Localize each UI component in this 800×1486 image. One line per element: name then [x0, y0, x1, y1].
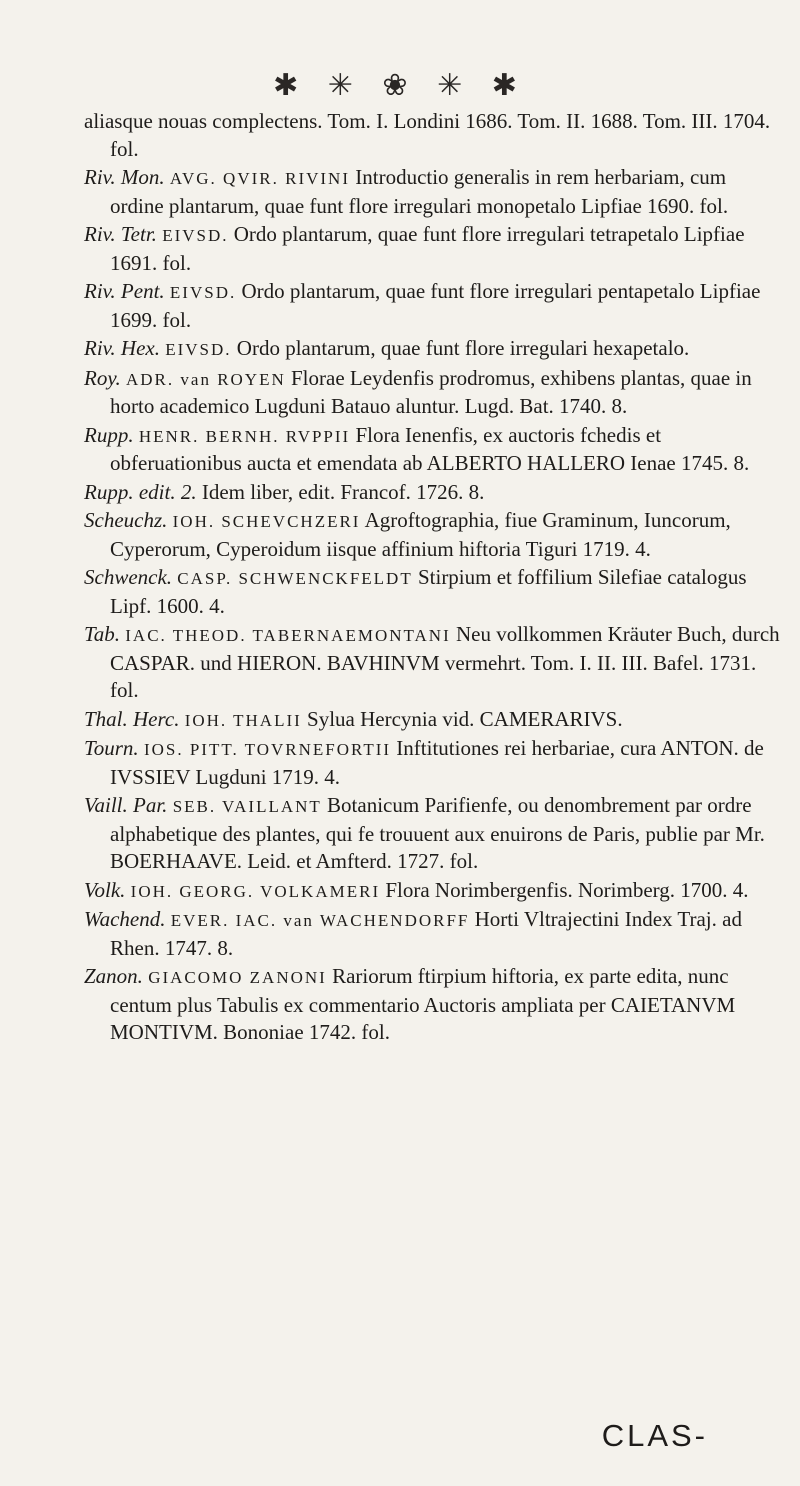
entry-abbr: Tourn. [84, 736, 139, 760]
entry-author: EIVSD. [165, 340, 232, 359]
entry-author: AVG. QVIR. RIVINI [169, 169, 350, 188]
entry-tourn [84, 735, 784, 791]
entry-volk [84, 877, 784, 906]
entry-abbr: Rupp. edit. 2. [84, 479, 197, 504]
entry-rupp [84, 422, 784, 478]
entry-abbr: Rupp. [84, 422, 134, 447]
entry-author: IOH. THALII [184, 710, 302, 730]
entry-text: Inftitutiones rei herbariae, cura ANTON. de IVSSIEV Lugduni 1719. 4. [110, 736, 764, 789]
entry-abbr: Riv. Mon. [84, 165, 165, 189]
entry-text: Introductio generalis in rem herbariam, cum ordine plantarum, quae funt flore irregulari monopetalo Lipfiae 1690. fol. [110, 165, 729, 218]
entry-abbr: Riv. Hex. [84, 336, 160, 360]
entry-author: CASP. SCHWENCKFELDT [177, 569, 413, 588]
entry-abbr: Thal. Herc. [84, 706, 180, 731]
entry-abbr: Tab. [84, 622, 121, 646]
entry-text: Rariorum ftirpium hiftoria, ex parte edita, nunc centum plus Tabulis ex commentario Auctoris ampliata per CAIETANVM MONTIVM. Bononiae 1742. fol. [110, 964, 736, 1044]
entry-abbr: Riv. Pent. [84, 279, 165, 303]
entry-text: Botanicum Parifienfe, ou denombrement par ordre alphabetique des plantes, qui fe trouuent aux enuirons de Paris, publie par Mr. BOERHAAVE. Leid. et Amfterd. 1727. fol. [110, 793, 765, 873]
entry-thal-herc [84, 706, 784, 735]
entry-abbr: Scheuchz. [84, 508, 168, 532]
catchword: CLAS- [601, 1418, 708, 1453]
entry-author: SEB. VAILLANT [172, 797, 322, 816]
entry-text: Ordo plantarum, quae funt flore irregulari tetrapetalo Lipfiae 1691. fol. [110, 222, 745, 275]
entry-author: GIACOMO ZANONI [148, 968, 327, 987]
entry-author: ADR. van ROYEN [126, 369, 286, 389]
entry-riv-mon [84, 164, 784, 220]
entry-wachend [84, 906, 784, 962]
entry-text: Ordo plantarum, quae funt flore irregulari hexapetalo. [236, 336, 690, 360]
entry-text: Sylua Hercynia vid. CAMERARIVS. [307, 706, 623, 731]
entry-author: IOS. PITT. TOVRNEFORTII [143, 740, 392, 759]
entry-text: Florae Leydenfis prodromus, exhibens plantas, quae in horto academico Lugduni Batauo aluntur. Lugd. Bat. 1740. 8. [110, 365, 752, 418]
entry-roy [84, 365, 784, 421]
entry-riv-tetr [84, 221, 784, 277]
entry-author: EIVSD. [169, 283, 237, 302]
entry-abbr: Zanon. [84, 964, 143, 988]
entry-vaill-par [84, 792, 784, 876]
entry-text: Horti Vltrajectini Index Traj. ad Rhen. 1747. 8. [110, 907, 742, 960]
entry-text: Flora Ienenfis, ex auctoris fchedis et obferuationibus aucta et emendata ab ALBERTO HALLERO Ienae 1745. 8. [110, 422, 750, 475]
entry-text: Flora Norimbergenfis. Norimberg. 1700. 4. [385, 877, 749, 902]
entry-text: Idem liber, edit. Francof. 1726. 8. [201, 479, 485, 504]
entry-schwenck [84, 564, 784, 620]
entry-abbr: Vaill. Par. [84, 793, 168, 817]
entry-author: HENR. BERNH. RVPPII [138, 426, 351, 446]
entry-author: EIVSD. [162, 226, 229, 245]
entry-author: IOH. GEORG. VOLKAMERI [130, 881, 381, 901]
entry-abbr: Volk. [84, 877, 126, 902]
entry-abbr: Roy. [84, 365, 121, 390]
entry-text: Stirpium et foffilium Silefiae catalogus Lipf. 1600. 4. [110, 565, 747, 618]
entry-author: EVER. IAC. van WACHENDORFF [170, 911, 470, 930]
entry-author: IAC. THEOD. TABERNAEMONTANI [125, 626, 451, 645]
entry-abbr: Riv. Tetr. [84, 222, 157, 246]
entry-rupp-edit [84, 479, 784, 507]
entry-riv-pent [84, 278, 784, 334]
entry-scheuchz [84, 507, 784, 563]
bibliography-text [84, 108, 784, 1047]
entry-abbr: Wachend. [84, 907, 166, 931]
entry-text: Neu vollkommen Kräuter Buch, durch CASPAR. und HIERON. BAVHINVM vermehrt. Tom. I. II. III. Bafel. 1731. fol. [110, 622, 780, 702]
intro-line: aliasque nouas complectens. Tom. I. Londini 1686. Tom. II. 1688. Tom. III. 1704. fol. [84, 109, 771, 161]
entry-zanon [84, 963, 784, 1047]
entry-tab [84, 621, 784, 705]
entry-text: Agroftographia, fiue Graminum, Iuncorum, Cyperorum, Cyperoidum iisque affinium hiftoria Tiguri 1719. 4. [110, 508, 731, 561]
entry-text: Ordo plantarum, quae funt flore irregulari pentapetalo Lipfiae 1699. fol. [110, 279, 761, 332]
ornament-header: ✱ ✳ ❀ ✳ ✱ [273, 68, 527, 103]
entry-author: IOH. SCHEVCHZERI [172, 512, 361, 531]
entry-abbr: Schwenck. [84, 565, 173, 589]
entry-riv-hex [84, 335, 784, 364]
